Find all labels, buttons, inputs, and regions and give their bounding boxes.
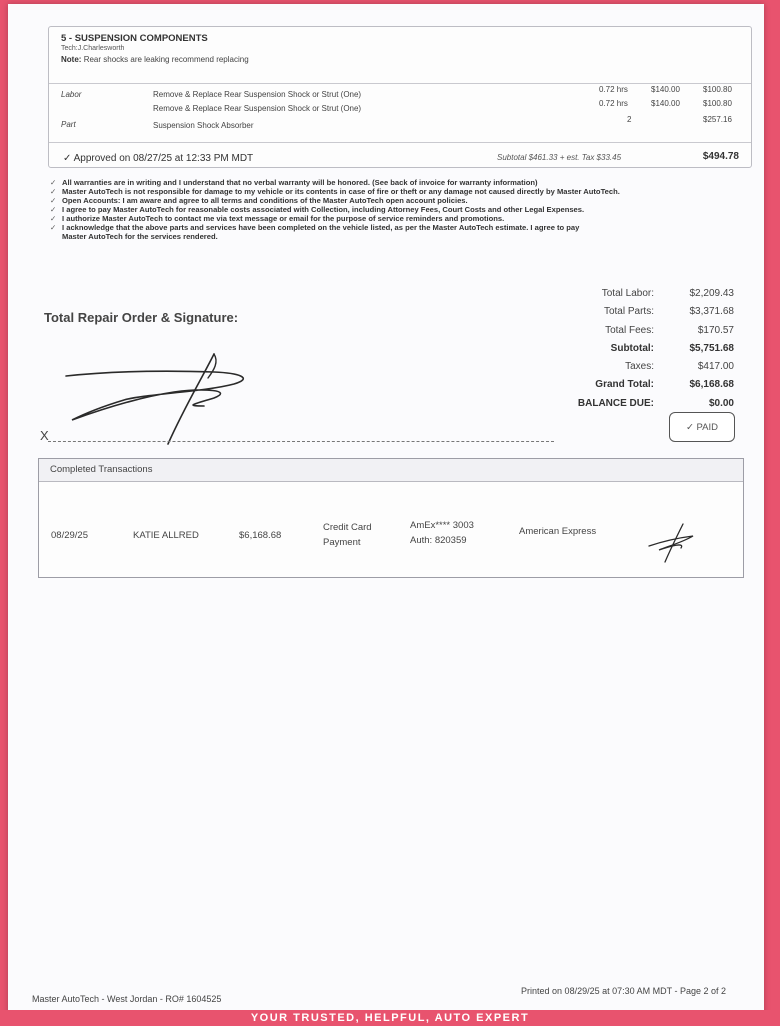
completed-transactions-panel <box>38 458 744 578</box>
line-item-qty: 0.72 hrs <box>599 99 628 108</box>
slogan-banner: YOUR TRUSTED, HELPFUL, AUTO EXPERT <box>0 1010 780 1024</box>
signature-title: Total Repair Order & Signature: <box>44 310 239 325</box>
transaction-name: KATIE ALLRED <box>133 530 199 541</box>
transactions-header: Completed Transactions <box>39 459 743 482</box>
note-label: Note: <box>61 55 82 64</box>
table-row <box>39 482 743 576</box>
line-item-rate: $140.00 <box>651 85 680 94</box>
transaction-method-2: Payment <box>323 537 361 548</box>
line-item-desc: Remove & Replace Rear Suspension Shock or Strut (One) <box>153 104 362 113</box>
total-labor-row: Total Labor: $2,209.43 <box>601 288 734 299</box>
labor-label: Labor <box>61 90 82 99</box>
line-item-amount: $100.80 <box>703 99 732 108</box>
line-item-amount: $100.80 <box>703 85 732 94</box>
footer-shop-info: Master AutoTech - West Jordan - RO# 1604525 <box>32 994 222 1004</box>
service-section-footer <box>49 143 751 173</box>
balance-due-row: BALANCE DUE: $0.00 <box>577 397 734 409</box>
subtotal-row: Subtotal: $5,751.68 <box>610 342 734 354</box>
part-label: Part <box>61 120 76 129</box>
footer-print-info: Printed on 08/29/25 at 07:30 AM MDT - Page 2 of 2 <box>521 986 726 996</box>
grand-total-row: Grand Total: $6,168.68 <box>595 379 734 391</box>
approval-status: ✓ Approved on 08/27/25 at 12:33 PM MDT <box>63 153 254 164</box>
totals-summary <box>568 288 736 416</box>
line-item-qty: 2 <box>627 115 632 124</box>
transaction-method: Credit Card <box>323 522 372 533</box>
card-issuer: American Express <box>519 526 597 537</box>
signature-image <box>64 348 264 448</box>
technician-name: Tech:J.Charlesworth <box>61 45 125 52</box>
check-icon: ✓ <box>50 223 57 232</box>
line-items <box>49 84 751 143</box>
term-item: ✓ Open Accounts: I am aware and agree to all terms and conditions of the Master AutoTech open account policies. <box>50 196 468 205</box>
terms-list <box>50 178 750 241</box>
check-icon: ✓ <box>50 205 57 214</box>
note-text: Rear shocks are leaking recommend replacing <box>83 55 249 64</box>
section-title: 5 - SUSPENSION COMPONENTS <box>61 33 208 44</box>
service-section-card <box>48 26 752 168</box>
check-icon: ✓ <box>50 196 57 205</box>
transaction-date: 08/29/25 <box>51 530 88 541</box>
taxes-row: Taxes: $417.00 <box>625 361 734 373</box>
line-item-qty: 0.72 hrs <box>599 85 628 94</box>
line-item-desc: Remove & Replace Rear Suspension Shock or Strut (One) <box>153 90 362 99</box>
term-item: ✓ I authorize Master AutoTech to contact me via text message or email for the purpose of service reminders and promotions. <box>50 214 505 223</box>
check-icon: ✓ <box>50 187 57 196</box>
term-item: ✓ I acknowledge that the above parts and services have been completed on the vehicle listed, as per the Master AutoTech estimate. I agree to pay <box>50 223 580 232</box>
total-fees-row: Total Fees: $170.57 <box>605 324 734 336</box>
transaction-amount: $6,168.68 <box>239 530 282 541</box>
auth-code: Auth: 820359 <box>410 535 467 546</box>
term-item: ✓ I agree to pay Master AutoTech for reasonable costs associated with Collection, including Attorney Fees, Court Costs and other Legal Expenses. <box>50 205 585 214</box>
check-icon: ✓ <box>50 214 57 223</box>
line-item-desc: Suspension Shock Absorber <box>153 121 254 130</box>
card-number: AmEx**** 3003 <box>410 520 474 531</box>
total-parts-row: Total Parts: $3,371.68 <box>603 306 734 318</box>
line-item-rate: $140.00 <box>651 99 680 108</box>
section-subtotal-estimate: Subtotal $461.33 + est. Tax $33.45 <box>497 153 622 162</box>
section-total: $494.78 <box>702 151 739 162</box>
term-item: ✓ All warranties are in writing and I understand that no verbal warranty will be honored. (See back of invoice for warranty information) <box>50 178 538 187</box>
service-note <box>61 55 741 64</box>
invoice-page <box>8 4 764 1016</box>
signature-line <box>48 441 554 442</box>
transaction-signature-image <box>647 520 697 564</box>
paid-badge[interactable]: ✓ PAID <box>669 412 735 442</box>
term-item: ✓ Master AutoTech is not responsible for damage to my vehicle or its contents in case of fire or theft or any damage not caused directly by Master AutoTech. <box>50 187 620 196</box>
service-section-header <box>49 27 751 84</box>
line-item-amount: $257.16 <box>703 115 732 124</box>
signature-x-mark: X <box>40 428 49 443</box>
check-icon: ✓ <box>50 178 57 187</box>
term-item-continued: Master AutoTech for the services rendered. <box>62 232 218 241</box>
